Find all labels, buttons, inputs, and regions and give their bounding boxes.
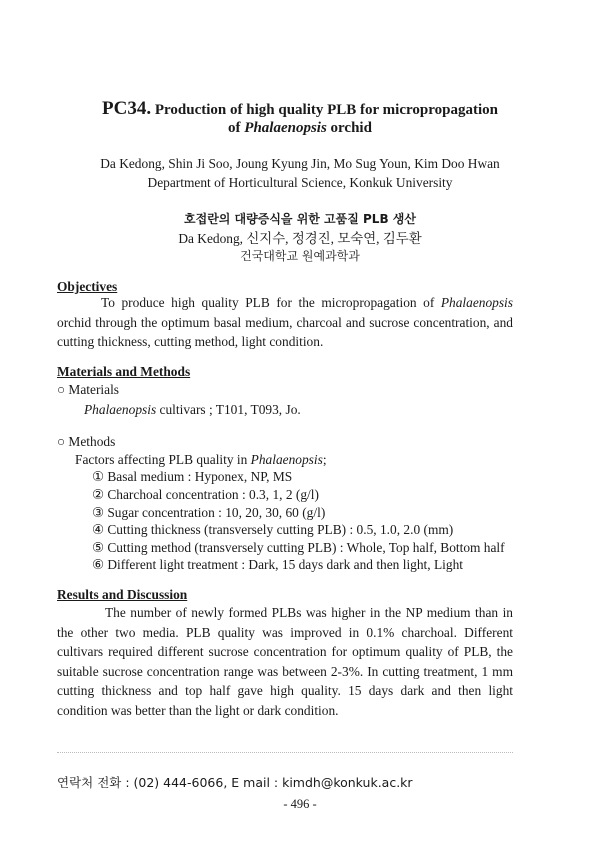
method-item-6: ⑥ Different light treatment : Dark, 15 days dark and then light, Light <box>92 557 463 572</box>
paper-code: PC34. <box>102 98 152 119</box>
methods-label: ○ Methods <box>57 434 116 449</box>
method-item-4: ④ Cutting thickness (transversely cutting PLB) : 0.5, 1.0, 2.0 (mm) <box>92 522 454 537</box>
paper-title-line-1 <box>0 98 600 120</box>
objectives-text <box>57 293 513 352</box>
method-item-3: ③ Sugar concentration : 10, 20, 30, 60 (g/l) <box>92 505 326 520</box>
objectives-text-pre: To produce high quality PLB for the micropropagation of <box>101 295 441 310</box>
paper-title-line-2 <box>0 120 600 137</box>
materials-cultivars-text: cultivars ; T101, T093, Jo. <box>156 402 301 417</box>
method-item-2: ② Charchoal concentration : 0.3, 1, 2 (g/l) <box>92 487 319 502</box>
materials-genus: Phalaenopsis <box>84 402 157 417</box>
methods-intro-post: ; <box>322 452 327 467</box>
method-item-5: ⑤ Cutting method (transversely cutting PLB) : Whole, Top half, Bottom half <box>92 540 505 555</box>
methods-intro <box>75 452 327 468</box>
results-heading: Results and Discussion <box>57 587 188 602</box>
materials-label: ○ Materials <box>57 382 120 397</box>
footer-divider <box>57 752 513 753</box>
objectives-heading: Objectives <box>57 279 118 294</box>
title-line-2-pre: of <box>228 120 245 136</box>
title-line-2-post: orchid <box>326 120 372 136</box>
page-number: - 496 - <box>283 797 317 811</box>
affiliation: Department of Horticultural Science, Konkuk University <box>147 175 453 190</box>
korean-authors: Da Kedong, 신지수, 정경진, 모숙연, 김두환 <box>178 231 422 246</box>
objectives-genus: Phalaenopsis <box>440 295 513 310</box>
title-genus: Phalaenopsis <box>244 120 327 136</box>
method-item-1: ① Basal medium : Hyponex, NP, MS <box>92 469 293 484</box>
title-line-1-text: Production of high quality PLB for micropropagation <box>151 102 498 118</box>
korean-title: 호접란의 대량증식을 위한 고품질 PLB 생산 <box>184 212 416 226</box>
results-text: The number of newly formed PLBs was higher in the NP medium than in the other two media. PLB quality was improved in 0.1% charchoal. Different cultivars required different sucrose concentration for optimum quality of PLB, the suitable sucrose concentration range was between 2-3%. In cutting treatment, 1 mm cutting thickness and top half gave high quality. 15 days dark and then light condition was better than the light or dark condition. <box>57 605 513 718</box>
footer-contact: 연락처 전화 : (02) 444-6066, E mail : kimdh@konkuk.ac.kr <box>57 775 413 790</box>
materials-methods-heading: Materials and Methods <box>57 364 191 379</box>
korean-affiliation: 건국대학교 원예과학과 <box>240 249 360 263</box>
materials-cultivars <box>84 402 301 418</box>
methods-intro-pre: Factors affecting PLB quality in <box>75 452 251 467</box>
authors: Da Kedong, Shin Ji Soo, Joung Kyung Jin, Mo Sug Youn, Kim Doo Hwan <box>100 156 500 171</box>
objectives-text-post: orchid through the optimum basal medium, charcoal and sucrose concentration, and cutting thickness, cutting method, light condition. <box>57 314 513 349</box>
methods-genus: Phalaenopsis <box>250 452 323 467</box>
